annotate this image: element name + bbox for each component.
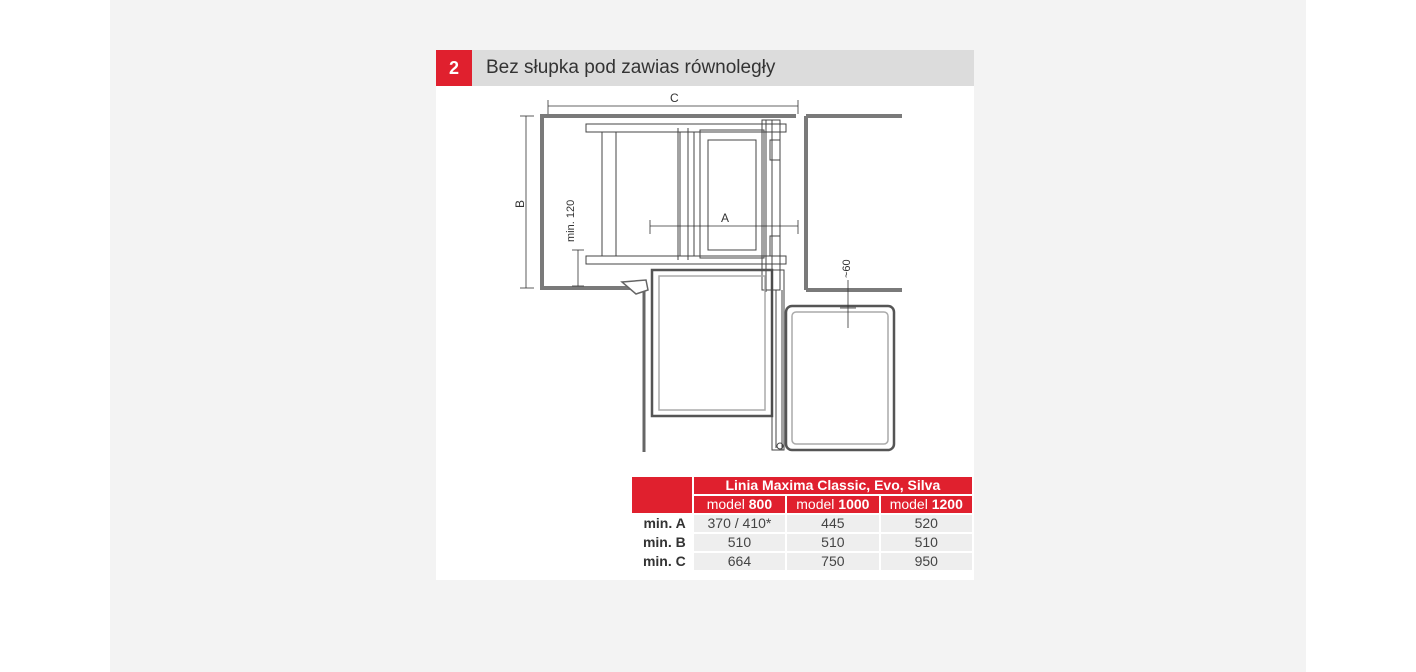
section-number-badge: 2 bbox=[436, 50, 472, 86]
table-cell: 664 bbox=[694, 553, 785, 570]
row-label: min. B bbox=[632, 534, 692, 551]
row-label: min. C bbox=[632, 553, 692, 570]
left-door bbox=[622, 280, 648, 452]
dimension-b-label: B bbox=[513, 199, 527, 208]
corner-cabinet-drawing bbox=[436, 50, 974, 470]
table-cell: 520 bbox=[881, 515, 972, 532]
table-cell: 750 bbox=[787, 553, 878, 570]
dimension-a-label: A bbox=[721, 211, 730, 225]
model-header: model 1200 bbox=[881, 496, 972, 513]
inner-pullout-frame bbox=[586, 120, 786, 292]
dimension-c-label: C bbox=[670, 91, 679, 105]
table-cell: 510 bbox=[881, 534, 972, 551]
table-cell: 445 bbox=[787, 515, 878, 532]
front-basket bbox=[652, 270, 784, 450]
table-row bbox=[632, 534, 972, 551]
model-header: model 1000 bbox=[787, 496, 878, 513]
section-title: Bez słupka pod zawias równoległy bbox=[486, 57, 776, 78]
dimension-min120-label: min. 120 bbox=[565, 199, 577, 242]
model-header: model 800 bbox=[694, 496, 785, 513]
table-cell: 510 bbox=[787, 534, 878, 551]
diagram-panel bbox=[436, 50, 974, 580]
right-basket bbox=[782, 290, 894, 450]
row-label: min. A bbox=[632, 515, 692, 532]
table-cell: 950 bbox=[881, 553, 972, 570]
table-row bbox=[632, 515, 972, 532]
table-corner bbox=[632, 477, 692, 513]
product-line-header: Linia Maxima Classic, Evo, Silva bbox=[694, 477, 972, 494]
dimension-table bbox=[630, 475, 974, 572]
table-row bbox=[632, 553, 972, 570]
dimension-60-label: ~60 bbox=[841, 259, 853, 278]
table-cell: 370 / 410* bbox=[694, 515, 785, 532]
table-cell: 510 bbox=[694, 534, 785, 551]
